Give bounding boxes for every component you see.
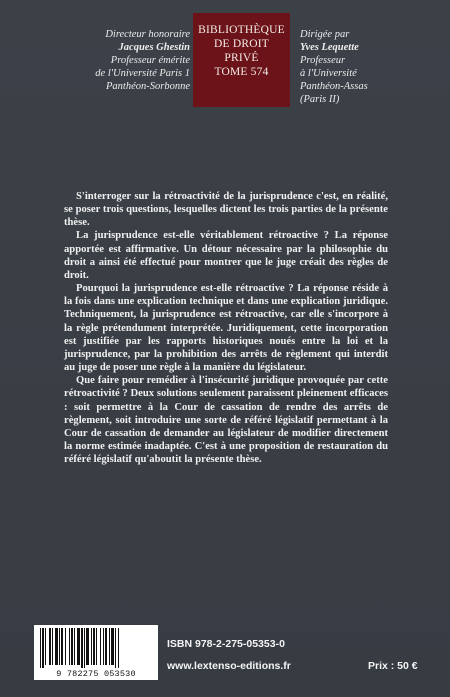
barcode-digits: 9 782275 053530 xyxy=(56,669,136,679)
barcode-bar xyxy=(111,628,114,665)
barcode-bar xyxy=(118,628,119,668)
right-title-3: Panthéon-Assas xyxy=(300,81,368,92)
left-name: Jacques Ghestin xyxy=(118,42,190,53)
honorary-director-credit xyxy=(38,28,190,93)
right-title-2: à l'Université xyxy=(300,68,357,79)
series-line-3: PRIVÉ xyxy=(224,52,259,64)
right-role: Dirigée par xyxy=(300,29,350,40)
barcode-bar xyxy=(55,628,58,665)
barcode-bar xyxy=(61,628,63,665)
summary-paragraph-1: S'interroger sur la rétroactivité de la jurisprudence c'est, en réalité, se poser trois questions, lesquelles dictent les trois parties de la présente thèse. xyxy=(64,191,388,229)
barcode-bar xyxy=(103,628,104,665)
barcode-bar xyxy=(69,628,70,665)
barcode-bar xyxy=(52,628,53,665)
publisher-website[interactable]: www.lextenso-editions.fr xyxy=(167,660,291,672)
barcode-bar xyxy=(45,628,46,665)
barcode-bar xyxy=(93,628,95,665)
barcode-bar xyxy=(84,628,85,668)
barcode-bar xyxy=(40,628,41,668)
barcode-bar xyxy=(115,628,116,668)
left-role: Directeur honoraire xyxy=(105,29,190,40)
barcode-bar xyxy=(77,628,80,665)
right-name: Yves Lequette xyxy=(300,42,359,53)
right-title-1: Professeur xyxy=(300,55,346,66)
barcode-bar xyxy=(74,628,75,665)
summary-text xyxy=(64,190,388,466)
barcode-bar xyxy=(100,628,101,665)
barcode-bar xyxy=(109,628,110,665)
barcode-bar xyxy=(42,628,44,668)
barcode-bars xyxy=(38,628,154,668)
series-line-4: TOME 574 xyxy=(214,66,269,78)
barcode-bar xyxy=(81,628,83,668)
barcode-bar xyxy=(105,628,107,665)
barcode-bar xyxy=(59,628,60,665)
barcode-bar xyxy=(91,628,92,665)
barcode-bar xyxy=(71,628,73,665)
barcode-bar xyxy=(86,628,89,665)
barcode xyxy=(34,625,158,680)
summary-paragraph-4: Que faire pour remédier à l'insécurité juridique provoquée par cette rétroactivité ? Deux solutions seulement paraissent pleinement efficaces : soit permettre à la Cour de cassation de rendre des arrêts de règlement, soit introduire une sorte de référé législatif permettant à la Cour de cassation de demander au législateur de modifier directement la norme estimée inadaptée. C'est à une proposition de restauration du référé législatif qu'aboutit la présente thèse. xyxy=(64,375,388,466)
series-line-2: DE DROIT xyxy=(214,38,269,50)
series-line-1: BIBLIOTHÈQUE xyxy=(198,24,285,36)
right-title-4: (Paris II) xyxy=(300,94,340,105)
price-label: Prix : 50 € xyxy=(368,660,418,672)
series-label-box xyxy=(193,13,290,107)
summary-paragraph-2: La jurisprudence est-elle véritablement rétroactive ? La réponse apportée est affirmative. Un détour nécessaire par la philosophie du droit a ainsi été effectué pour montrer que le juge créait des règles de droit. xyxy=(64,230,388,281)
left-title-2: de l'Université Paris 1 xyxy=(95,68,190,79)
barcode-bar xyxy=(65,628,66,665)
barcode-bar xyxy=(49,628,51,665)
left-title-3: Panthéon-Sorbonne xyxy=(106,81,190,92)
left-title-1: Professeur émérite xyxy=(110,55,190,66)
isbn-number: ISBN 978-2-275-05353-0 xyxy=(167,638,285,650)
summary-paragraph-3: Pourquoi la jurisprudence est-elle rétroactive ? La réponse réside à la fois dans une explication technique et dans une explication juridique. Techniquement, la jurisprudence est rétroactive, car elle s'incorpore à la règle prétendument interprétée. Juridiquement, cette incorporation est justifiée par les rapports historiques noués entre la loi et la jurisprudence, par la prohibition des arrêts de règlement qui interdit au juge de poser une règle à la manière du législateur. xyxy=(64,283,388,374)
barcode-bar xyxy=(96,628,97,665)
director-credit xyxy=(300,28,440,106)
